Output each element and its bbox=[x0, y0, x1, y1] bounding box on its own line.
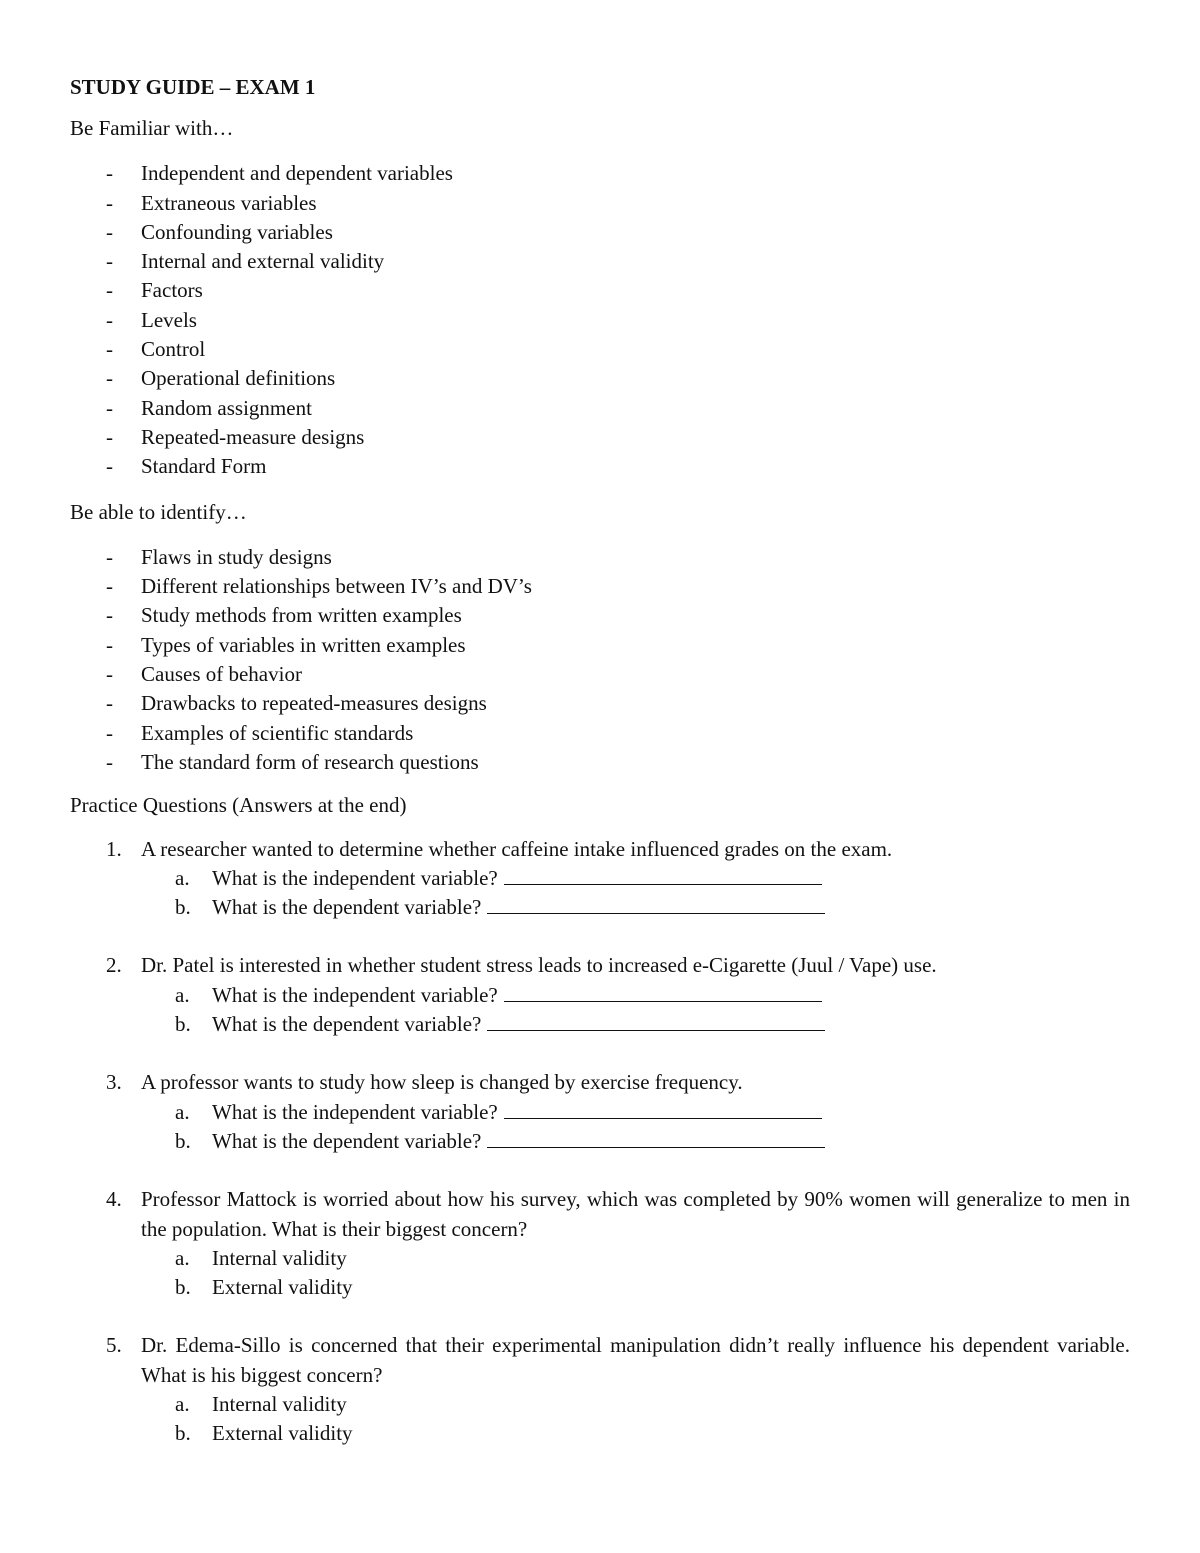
dash-bullet: - bbox=[106, 662, 113, 687]
option-item bbox=[141, 1127, 1130, 1156]
answer-blank-line bbox=[487, 1010, 825, 1031]
list-item-text: Control bbox=[141, 337, 206, 362]
list-item-text: Independent and dependent variables bbox=[141, 161, 453, 186]
dash-bullet: - bbox=[106, 424, 113, 449]
list-item bbox=[70, 364, 1130, 393]
option-letter: b. bbox=[175, 895, 191, 920]
list-item bbox=[70, 306, 1130, 335]
question-text: Professor Mattock is worried about how his survey, which was completed by 90% women will generalize to men in the population. What is their biggest concern? bbox=[141, 1187, 1130, 1241]
question-number: 3. bbox=[106, 1070, 122, 1095]
list-item-text: Levels bbox=[141, 307, 197, 332]
list-item-text: Repeated-measure designs bbox=[141, 424, 365, 449]
question-text: A researcher wanted to determine whether caffeine intake influenced grades on the exam. bbox=[141, 836, 893, 861]
option-letter: a. bbox=[175, 865, 190, 890]
list-item bbox=[70, 748, 1130, 777]
page-title: STUDY GUIDE – EXAM 1 bbox=[70, 75, 316, 99]
dash-bullet: - bbox=[106, 219, 113, 244]
question-options bbox=[141, 981, 1130, 1040]
dash-bullet: - bbox=[106, 574, 113, 599]
option-text: What is the independent variable? bbox=[212, 1099, 498, 1124]
list-item bbox=[70, 247, 1130, 276]
option-item bbox=[141, 1390, 1130, 1419]
dash-bullet: - bbox=[106, 691, 113, 716]
answer-blank-line bbox=[487, 893, 825, 914]
list-item-text: Study methods from written examples bbox=[141, 603, 462, 628]
question-item bbox=[70, 1331, 1130, 1448]
option-text: What is the dependent variable? bbox=[212, 1128, 482, 1153]
list-item-text: Drawbacks to repeated-measures designs bbox=[141, 691, 487, 716]
list-item-text: Internal and external validity bbox=[141, 249, 385, 274]
question-options bbox=[141, 1390, 1130, 1449]
list-item bbox=[70, 452, 1130, 481]
question-item bbox=[70, 1185, 1130, 1302]
practice-heading: Practice Questions (Answers at the end) bbox=[70, 793, 407, 818]
list-item-text: Causes of behavior bbox=[141, 662, 302, 687]
dash-bullet: - bbox=[106, 749, 113, 774]
dash-bullet: - bbox=[106, 249, 113, 274]
list-item bbox=[70, 601, 1130, 630]
question-list bbox=[70, 835, 1130, 1449]
list-item bbox=[70, 159, 1130, 188]
question-number: 1. bbox=[106, 836, 122, 861]
option-text: What is the dependent variable? bbox=[212, 895, 482, 920]
list-item bbox=[70, 189, 1130, 218]
option-item bbox=[141, 1098, 1130, 1127]
list-item-text: Types of variables in written examples bbox=[141, 632, 466, 657]
dash-bullet: - bbox=[106, 632, 113, 657]
option-text: What is the independent variable? bbox=[212, 982, 498, 1007]
question-item bbox=[70, 1068, 1130, 1156]
dash-bullet: - bbox=[106, 278, 113, 303]
dash-bullet: - bbox=[106, 337, 113, 362]
dash-bullet: - bbox=[106, 720, 113, 745]
question-item bbox=[70, 835, 1130, 923]
question-options bbox=[141, 1244, 1130, 1303]
list-item-text: Standard Form bbox=[141, 454, 267, 479]
option-letter: a. bbox=[175, 1391, 190, 1416]
option-letter: b. bbox=[175, 1128, 191, 1153]
list-item bbox=[70, 335, 1130, 364]
option-letter: b. bbox=[175, 1275, 191, 1300]
question-text: Dr. Edema-Sillo is concerned that their experimental manipulation didn’t really influence his dependent variable. What is his biggest concern? bbox=[141, 1333, 1130, 1387]
option-letter: a. bbox=[175, 1245, 190, 1270]
question-item bbox=[70, 951, 1130, 1039]
list-item bbox=[70, 689, 1130, 718]
identify-list bbox=[70, 543, 1130, 777]
option-item bbox=[141, 1010, 1130, 1039]
option-letter: b. bbox=[175, 1421, 191, 1446]
question-number: 5. bbox=[106, 1333, 122, 1358]
dash-bullet: - bbox=[106, 603, 113, 628]
dash-bullet: - bbox=[106, 161, 113, 186]
list-item-text: Operational definitions bbox=[141, 366, 336, 391]
question-options bbox=[141, 864, 1130, 923]
option-text: External validity bbox=[212, 1275, 353, 1300]
dash-bullet: - bbox=[106, 454, 113, 479]
dash-bullet: - bbox=[106, 395, 113, 420]
question-options bbox=[141, 1098, 1130, 1157]
option-text: What is the dependent variable? bbox=[212, 1012, 482, 1037]
list-item bbox=[70, 218, 1130, 247]
option-item bbox=[141, 1244, 1130, 1273]
option-text: External validity bbox=[212, 1421, 353, 1446]
identify-heading: Be able to identify… bbox=[70, 499, 247, 524]
list-item bbox=[70, 276, 1130, 305]
answer-blank-line bbox=[487, 1127, 825, 1148]
option-item bbox=[141, 1419, 1130, 1448]
option-text: What is the independent variable? bbox=[212, 865, 498, 890]
list-item-text: Random assignment bbox=[141, 395, 312, 420]
list-item bbox=[70, 631, 1130, 660]
question-text: Dr. Patel is interested in whether student stress leads to increased e-Cigarette (Juul / Vape) use. bbox=[141, 953, 937, 978]
list-item bbox=[70, 423, 1130, 452]
list-item bbox=[70, 394, 1130, 423]
list-item bbox=[70, 719, 1130, 748]
list-item-text: Different relationships between IV’s and DV’s bbox=[141, 574, 532, 599]
answer-blank-line bbox=[504, 1098, 822, 1119]
dash-bullet: - bbox=[106, 544, 113, 569]
list-item bbox=[70, 572, 1130, 601]
option-letter: a. bbox=[175, 982, 190, 1007]
dash-bullet: - bbox=[106, 190, 113, 215]
familiar-list bbox=[70, 159, 1130, 481]
option-letter: a. bbox=[175, 1099, 190, 1124]
familiar-heading: Be Familiar with… bbox=[70, 116, 234, 140]
option-text: Internal validity bbox=[212, 1391, 347, 1416]
option-item bbox=[141, 893, 1130, 922]
list-item-text: Examples of scientific standards bbox=[141, 720, 414, 745]
list-item-text: The standard form of research questions bbox=[141, 749, 479, 774]
option-text: Internal validity bbox=[212, 1245, 347, 1270]
question-number: 2. bbox=[106, 953, 122, 978]
list-item-text: Extraneous variables bbox=[141, 190, 317, 215]
question-number: 4. bbox=[106, 1187, 122, 1212]
list-item bbox=[70, 660, 1130, 689]
dash-bullet: - bbox=[106, 307, 113, 332]
answer-blank-line bbox=[504, 981, 822, 1002]
question-text: A professor wants to study how sleep is changed by exercise frequency. bbox=[141, 1070, 743, 1095]
list-item-text: Factors bbox=[141, 278, 203, 303]
option-item bbox=[141, 864, 1130, 893]
option-letter: b. bbox=[175, 1012, 191, 1037]
option-item bbox=[141, 1273, 1130, 1302]
list-item-text: Flaws in study designs bbox=[141, 544, 332, 569]
list-item-text: Confounding variables bbox=[141, 219, 333, 244]
answer-blank-line bbox=[504, 864, 822, 885]
list-item bbox=[70, 543, 1130, 572]
option-item bbox=[141, 981, 1130, 1010]
dash-bullet: - bbox=[106, 366, 113, 391]
